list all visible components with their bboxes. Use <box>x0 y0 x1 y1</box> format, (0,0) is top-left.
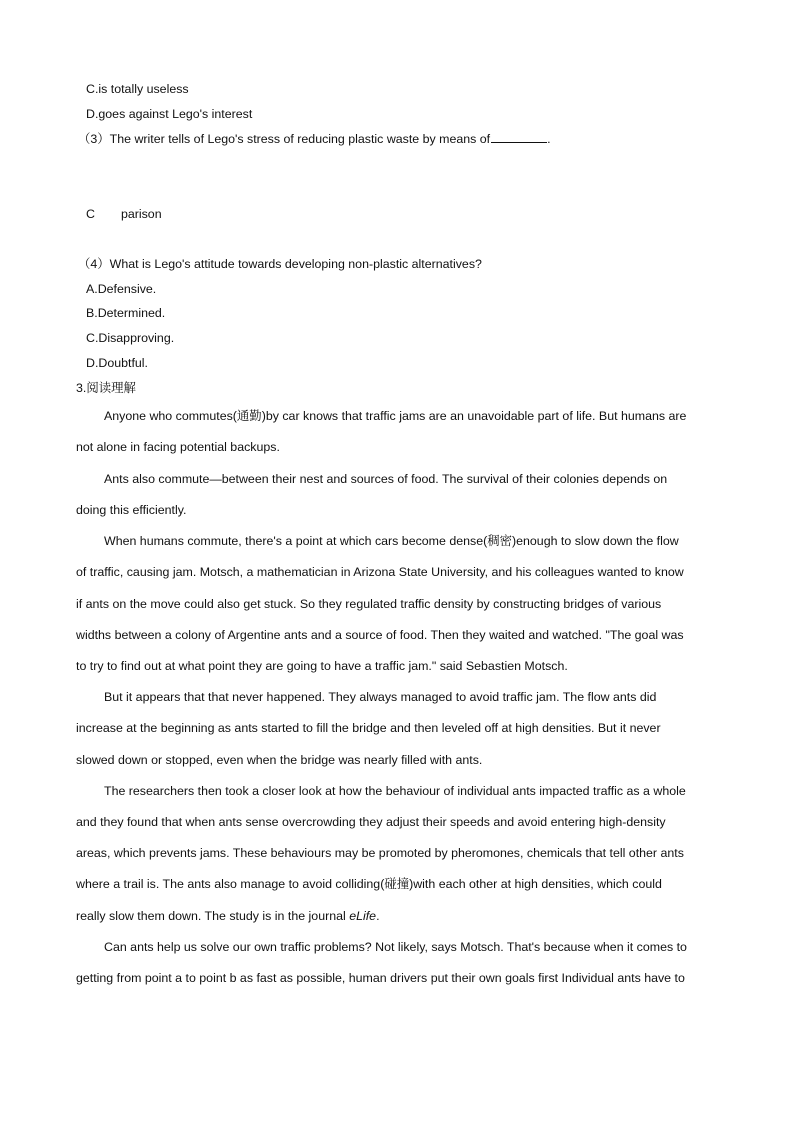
q3-option-c <box>86 206 162 222</box>
passage-line: not alone in facing potential backups. <box>76 440 280 454</box>
q4-stem: （4）What is Lego's attitude towards developing non-plastic alternatives? <box>78 257 482 271</box>
answer-blank <box>491 131 547 143</box>
journal-end: . <box>376 909 380 923</box>
section-heading: 3.阅读理解 <box>76 381 136 395</box>
q4-option-b: B.Determined. <box>86 306 166 320</box>
q2-option-d: D.goes against Lego's interest <box>86 107 253 121</box>
passage-line <box>76 908 716 924</box>
passage-line: Can ants help us solve our own traffic problems? Not likely, says Motsch. That's because when it comes to <box>104 940 687 954</box>
passage-text: really slow them down. The study is in the journal <box>76 909 346 923</box>
passage-line: slowed down or stopped, even when the bridge was nearly filled with ants. <box>76 753 483 767</box>
q3-option-text: parison <box>120 207 162 221</box>
passage-line: But it appears that that never happened. They always managed to avoid traffic jam. The flow ants did <box>104 690 657 704</box>
passage-line: if ants on the move could also get stuck. So they regulated traffic density by constructing bridges of various <box>76 597 662 611</box>
passage-line: The researchers then took a closer look at how the behaviour of individual ants impacted traffic as a whole <box>104 784 686 798</box>
passage-line: where a trail is. The ants also manage to avoid colliding(碰撞)with each other at high densities, which could <box>76 877 662 891</box>
passage-line: to try to find out at what point they are going to have a traffic jam." said Sebastien Motsch. <box>76 659 568 673</box>
q4-option-a: A.Defensive. <box>86 282 157 296</box>
passage-line: and they found that when ants sense overcrowding they adjust their speeds and avoid entering high-density <box>76 815 666 829</box>
q3-stem-end: . <box>547 132 551 146</box>
passage-line: When humans commute, there's a point at which cars become dense(稠密)enough to slow down the flow <box>104 534 679 548</box>
passage-line: areas, which prevents jams. These behaviours may be promoted by pheromones, chemicals that tell other ants <box>76 846 684 860</box>
passage-line: Anyone who commutes(通勤)by car knows that traffic jams are an unavoidable part of life. But humans are <box>104 409 687 423</box>
passage-line: of traffic, causing jam. Motsch, a mathematician in Arizona State University, and his colleagues wanted to know <box>76 565 684 579</box>
passage-line: getting from point a to point b as fast as possible, human drivers put their own goals first Individual ants have to <box>76 971 685 985</box>
q3-option-letter: C <box>86 207 95 221</box>
q3-stem <box>78 131 551 147</box>
q3-stem-text: （3）The writer tells of Lego's stress of reducing plastic waste by means of <box>78 132 491 146</box>
passage-line: increase at the beginning as ants started to fill the bridge and then leveled off at high densities. But it never <box>76 721 661 735</box>
passage-line: Ants also commute—between their nest and sources of food. The survival of their colonies depends on <box>104 472 668 486</box>
q4-option-c: C.Disapproving. <box>86 331 175 345</box>
q2-option-c: C.is totally useless <box>86 82 189 96</box>
q4-option-d: D.Doubtful. <box>86 356 148 370</box>
journal-name: eLife <box>349 909 377 923</box>
passage-line: widths between a colony of Argentine ants and a source of food. Then they waited and watched. "The goal was <box>76 628 684 642</box>
passage-line: doing this efficiently. <box>76 503 187 517</box>
